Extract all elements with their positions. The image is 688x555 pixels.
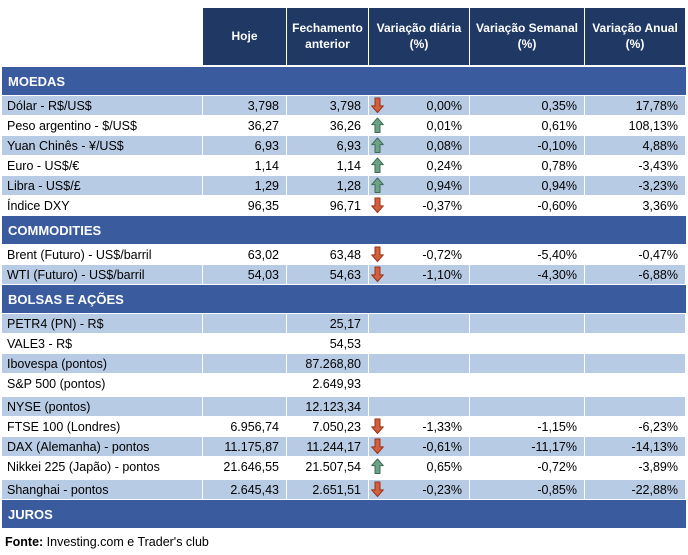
arrow-down-icon xyxy=(371,481,384,498)
variacao-anual-value: 3,36% xyxy=(585,196,685,215)
fechamento-anterior-value: 96,71 xyxy=(287,196,368,215)
row-label: Ibovespa (pontos) xyxy=(2,354,202,373)
variacao-anual-value: -22,88% xyxy=(585,480,685,499)
table-row xyxy=(2,245,686,264)
table-row xyxy=(2,480,686,499)
variacao-semanal-value: -1,15% xyxy=(470,417,584,436)
variacao-anual-value: -14,13% xyxy=(585,437,685,456)
section-header-juros: JUROS xyxy=(2,500,686,528)
row-label: Índice DXY xyxy=(2,196,202,215)
table-row xyxy=(2,136,686,155)
variacao-diaria-value: 0,01% xyxy=(369,116,469,135)
arrow-up-icon xyxy=(371,458,384,475)
variacao-semanal-value: -5,40% xyxy=(470,245,584,264)
variacao-anual-value xyxy=(585,314,685,333)
table-row xyxy=(2,314,686,333)
variacao-diaria-value: 0,65% xyxy=(369,457,469,476)
fechamento-anterior-value: 12.123,34 xyxy=(287,397,368,416)
variacao-anual-value xyxy=(585,397,685,416)
row-label: Shanghai - pontos xyxy=(2,480,202,499)
hoje-value: 21.646,55 xyxy=(203,457,286,476)
variacao-diaria-value: 0,00% xyxy=(369,96,469,115)
fechamento-anterior-value: 2.649,93 xyxy=(287,374,368,393)
variacao-diaria-value xyxy=(369,354,469,373)
row-label: Libra - US$/£ xyxy=(2,176,202,195)
variacao-semanal-value: -0,10% xyxy=(470,136,584,155)
variacao-anual-value: -6,23% xyxy=(585,417,685,436)
variacao-anual-value xyxy=(585,354,685,373)
variacao-anual-value: -3,43% xyxy=(585,156,685,175)
variacao-diaria-value: -0,72% xyxy=(369,245,469,264)
variacao-diaria-value xyxy=(369,314,469,333)
arrow-up-icon xyxy=(371,177,384,194)
column-header-hoje: Hoje xyxy=(203,8,286,65)
row-label: PETR4 (PN) - R$ xyxy=(2,314,202,333)
variacao-diaria-value: 0,08% xyxy=(369,136,469,155)
fechamento-anterior-value: 3,798 xyxy=(287,96,368,115)
fechamento-anterior-value: 6,93 xyxy=(287,136,368,155)
row-label: Nikkei 225 (Japão) - pontos xyxy=(2,457,202,476)
hoje-value: 2.645,43 xyxy=(203,480,286,499)
variacao-semanal-value: -4,30% xyxy=(470,265,584,284)
fechamento-anterior-value: 1,14 xyxy=(287,156,368,175)
variacao-diaria-value: -0,23% xyxy=(369,480,469,499)
row-label: VALE3 - R$ xyxy=(2,334,202,353)
hoje-value: 36,27 xyxy=(203,116,286,135)
column-header-fechamento: Fechamento anterior xyxy=(287,8,368,65)
arrow-down-icon xyxy=(371,438,384,455)
variacao-anual-value: -3,89% xyxy=(585,457,685,476)
table-row xyxy=(2,397,686,416)
hoje-value: 96,35 xyxy=(203,196,286,215)
variacao-semanal-value: 0,78% xyxy=(470,156,584,175)
variacao-semanal-value xyxy=(470,374,584,393)
variacao-anual-value xyxy=(585,374,685,393)
row-label: FTSE 100 (Londres) xyxy=(2,417,202,436)
fechamento-anterior-value: 36,26 xyxy=(287,116,368,135)
column-header-variacao-diaria: Variação diária (%) xyxy=(369,8,469,65)
variacao-semanal-value xyxy=(470,314,584,333)
variacao-diaria-value: -1,33% xyxy=(369,417,469,436)
section-header-bolsas-e-acoes: BOLSAS E AÇÕES xyxy=(2,285,686,313)
variacao-semanal-value xyxy=(470,397,584,416)
table-row xyxy=(2,457,686,476)
table-row xyxy=(2,334,686,353)
hoje-value: 54,03 xyxy=(203,265,286,284)
fechamento-anterior-value: 87.268,80 xyxy=(287,354,368,373)
variacao-diaria-value: -1,10% xyxy=(369,265,469,284)
variacao-diaria-value: -0,37% xyxy=(369,196,469,215)
variacao-anual-value: 17,78% xyxy=(585,96,685,115)
row-label: DAX (Alemanha) - pontos xyxy=(2,437,202,456)
arrow-down-icon xyxy=(371,246,384,263)
fechamento-anterior-value: 2.651,51 xyxy=(287,480,368,499)
arrow-down-icon xyxy=(371,97,384,114)
table-row xyxy=(2,354,686,373)
variacao-diaria-value xyxy=(369,334,469,353)
row-label: Yuan Chinês - ¥/US$ xyxy=(2,136,202,155)
variacao-diaria-value xyxy=(369,374,469,393)
variacao-anual-value: -3,23% xyxy=(585,176,685,195)
table-row xyxy=(2,437,686,456)
fechamento-anterior-value: 54,53 xyxy=(287,334,368,353)
hoje-value xyxy=(203,354,286,373)
table-row xyxy=(2,96,686,115)
variacao-diaria-value: 0,94% xyxy=(369,176,469,195)
hoje-value: 1,14 xyxy=(203,156,286,175)
hoje-value: 3,798 xyxy=(203,96,286,115)
arrow-up-icon xyxy=(371,137,384,154)
hoje-value: 11.175,87 xyxy=(203,437,286,456)
variacao-semanal-value: 0,94% xyxy=(470,176,584,195)
variacao-semanal-value: -11,17% xyxy=(470,437,584,456)
hoje-value: 1,29 xyxy=(203,176,286,195)
table-body xyxy=(2,67,686,528)
row-label: Brent (Futuro) - US$/barril xyxy=(2,245,202,264)
variacao-anual-value: -6,88% xyxy=(585,265,685,284)
fechamento-anterior-value: 25,17 xyxy=(287,314,368,333)
table-row xyxy=(2,196,686,215)
fechamento-anterior-value: 63,48 xyxy=(287,245,368,264)
variacao-anual-value: 4,88% xyxy=(585,136,685,155)
hoje-value: 63,02 xyxy=(203,245,286,264)
source-note xyxy=(2,535,686,549)
table-row xyxy=(2,417,686,436)
fechamento-anterior-value: 54,63 xyxy=(287,265,368,284)
row-label: S&P 500 (pontos) xyxy=(2,374,202,393)
section-header-commodities: COMMODITIES xyxy=(2,216,686,244)
variacao-semanal-value: -0,72% xyxy=(470,457,584,476)
variacao-semanal-value: -0,85% xyxy=(470,480,584,499)
source-text: Investing.com e Trader's club xyxy=(43,535,209,549)
hoje-value xyxy=(203,314,286,333)
arrow-down-icon xyxy=(371,266,384,283)
row-label: Euro - US$/€ xyxy=(2,156,202,175)
arrow-up-icon xyxy=(371,157,384,174)
row-label: Dólar - R$/US$ xyxy=(2,96,202,115)
table-row xyxy=(2,156,686,175)
header-corner-blank xyxy=(2,8,202,65)
row-label: NYSE (pontos) xyxy=(2,397,202,416)
variacao-semanal-value: -0,60% xyxy=(470,196,584,215)
variacao-diaria-value xyxy=(369,397,469,416)
variacao-anual-value: 108,13% xyxy=(585,116,685,135)
table-header xyxy=(2,8,686,65)
variacao-diaria-value: -0,61% xyxy=(369,437,469,456)
row-label: Peso argentino - $/US$ xyxy=(2,116,202,135)
table-row xyxy=(2,374,686,393)
source-label: Fonte: xyxy=(5,535,44,549)
arrow-up-icon xyxy=(371,117,384,134)
variacao-semanal-value xyxy=(470,334,584,353)
variacao-diaria-value: 0,24% xyxy=(369,156,469,175)
column-header-variacao-semanal: Variação Semanal (%) xyxy=(470,8,584,65)
arrow-down-icon xyxy=(371,197,384,214)
table-row xyxy=(2,265,686,284)
fechamento-anterior-value: 21.507,54 xyxy=(287,457,368,476)
variacao-anual-value xyxy=(585,334,685,353)
section-header-moedas: MOEDAS xyxy=(2,67,686,95)
variacao-semanal-value xyxy=(470,354,584,373)
variacao-semanal-value: 0,35% xyxy=(470,96,584,115)
column-header-variacao-anual: Variação Anual (%) xyxy=(585,8,685,65)
hoje-value xyxy=(203,334,286,353)
arrow-down-icon xyxy=(371,418,384,435)
fechamento-anterior-value: 11.244,17 xyxy=(287,437,368,456)
fechamento-anterior-value: 1,28 xyxy=(287,176,368,195)
fechamento-anterior-value: 7.050,23 xyxy=(287,417,368,436)
row-label: WTI (Futuro) - US$/barril xyxy=(2,265,202,284)
hoje-value: 6.956,74 xyxy=(203,417,286,436)
hoje-value: 6,93 xyxy=(203,136,286,155)
table-row xyxy=(2,116,686,135)
variacao-semanal-value: 0,61% xyxy=(470,116,584,135)
hoje-value xyxy=(203,374,286,393)
hoje-value xyxy=(203,397,286,416)
table-row xyxy=(2,176,686,195)
variacao-anual-value: -0,47% xyxy=(585,245,685,264)
